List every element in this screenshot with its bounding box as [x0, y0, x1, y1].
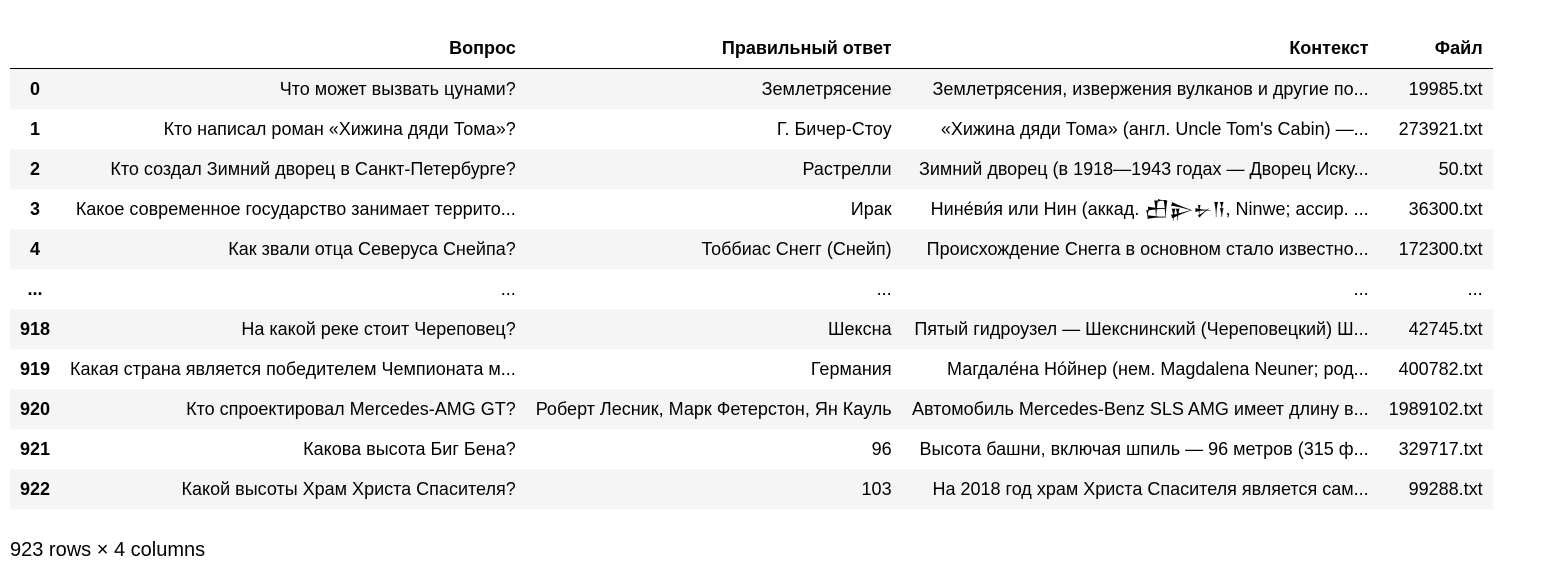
dataframe-container	[10, 28, 1493, 509]
cell-file: 1989102.txt	[1388, 398, 1483, 419]
dataframe-table	[10, 28, 1493, 509]
cell-question: ...	[500, 278, 516, 299]
cell-file: 36300.txt	[1408, 198, 1483, 219]
table-header	[10, 28, 1493, 69]
cell-answer: Тоббиас Снегг (Снейп)	[701, 238, 892, 259]
table-row	[10, 309, 1493, 349]
table-body	[10, 69, 1493, 509]
cell-file: 400782.txt	[1398, 358, 1483, 379]
table-row	[10, 389, 1493, 429]
cell-file: 42745.txt	[1408, 318, 1483, 339]
table-row	[10, 229, 1493, 269]
cell-context: Нине́ви́я или Нин (аккад. 𒌷𒉌𒉡𒀀, Ninwe; ассир. ...	[930, 198, 1369, 219]
cell-question: Кто написал роман «Хижина дяди Тома»?	[163, 118, 516, 139]
cell-answer: Шексна	[828, 318, 892, 339]
column-header-file: Файл	[1379, 28, 1493, 69]
cell-context: ...	[1353, 278, 1369, 299]
table-row	[10, 69, 1493, 109]
row-index: 919	[20, 358, 51, 379]
table-row-ellipsis	[10, 269, 1493, 309]
cell-question: На какой реке стоит Череповец?	[241, 318, 516, 339]
cell-question: Как звали отца Северуса Снейпа?	[228, 238, 516, 259]
cell-context: Магдале́на Нóйнер (нем. Magdalena Neuner; род...	[947, 358, 1369, 379]
cell-context: «Хижина дяди Тома» (англ. Uncle Tom's Cabin) —...	[940, 118, 1369, 139]
row-index: 1	[30, 118, 41, 139]
table-row	[10, 109, 1493, 149]
table-row	[10, 349, 1493, 389]
cell-answer: Г. Бичер-Стоу	[776, 118, 892, 139]
row-index: 0	[30, 78, 41, 99]
row-index: 2	[30, 158, 41, 179]
row-index: ...	[27, 278, 43, 299]
cell-answer: 96	[871, 438, 892, 459]
cell-context: Высота башни, включая шпиль — 96 метров (315 ф...	[919, 438, 1369, 459]
cell-file: 50.txt	[1438, 158, 1483, 179]
column-header-context: Контекст	[902, 28, 1379, 69]
cell-answer: Ирак	[850, 198, 892, 219]
cell-context: Зимний дворец (в 1918—1943 годах — Дворец Иску...	[918, 158, 1369, 179]
table-row	[10, 189, 1493, 229]
cell-question: Кто спроектировал Mercedes-AMG GT?	[186, 398, 516, 419]
cell-context: Происхождение Снегга в основном стало известно...	[926, 238, 1369, 259]
column-header-answer: Правильный ответ	[526, 28, 902, 69]
cell-context: На 2018 год храм Христа Спасителя является сам...	[932, 478, 1369, 499]
row-index: 922	[20, 478, 51, 499]
cell-answer: Землетрясение	[761, 78, 892, 99]
cell-file: 172300.txt	[1398, 238, 1483, 259]
cell-question: Какая страна является победителем Чемпионата м...	[70, 358, 516, 379]
cell-question: Что может вызвать цунами?	[279, 78, 516, 99]
table-row	[10, 149, 1493, 189]
cell-context: Пятый гидроузел — Шекснинский (Череповецкий) Ш...	[914, 318, 1369, 339]
row-index: 3	[30, 198, 41, 219]
cell-context: Землетрясения, извержения вулканов и другие по...	[932, 78, 1369, 99]
cell-question: Какова высота Биг Бена?	[303, 438, 516, 459]
cell-answer: Растрелли	[802, 158, 892, 179]
column-header-question: Вопрос	[60, 28, 526, 69]
cell-file: 329717.txt	[1398, 438, 1483, 459]
cell-question: Какое современное государство занимает террито...	[75, 198, 516, 219]
header-row	[10, 28, 1493, 69]
row-index: 918	[20, 318, 51, 339]
cell-file: 273921.txt	[1398, 118, 1483, 139]
table-row	[10, 429, 1493, 469]
cell-answer: ...	[876, 278, 892, 299]
row-index: 920	[20, 398, 51, 419]
cell-file: ...	[1467, 278, 1483, 299]
index-header	[10, 28, 60, 69]
cell-answer: 103	[861, 478, 892, 499]
cell-file: 19985.txt	[1408, 78, 1483, 99]
cell-question: Какой высоты Храм Христа Спасителя?	[181, 478, 516, 499]
cell-answer: Германия	[810, 358, 892, 379]
table-row	[10, 469, 1493, 509]
row-index: 4	[30, 238, 41, 259]
cell-context: Автомобиль Mercedes-Benz SLS AMG имеет длину в...	[911, 398, 1369, 419]
table-shape-summary: 923 rows × 4 columns	[10, 539, 206, 561]
row-index: 921	[20, 438, 51, 459]
cell-file: 99288.txt	[1408, 478, 1483, 499]
cell-question: Кто создал Зимний дворец в Санкт-Петербурге?	[110, 158, 516, 179]
cell-answer: Роберт Лесник, Марк Фетерстон, Ян Кауль	[535, 398, 892, 419]
